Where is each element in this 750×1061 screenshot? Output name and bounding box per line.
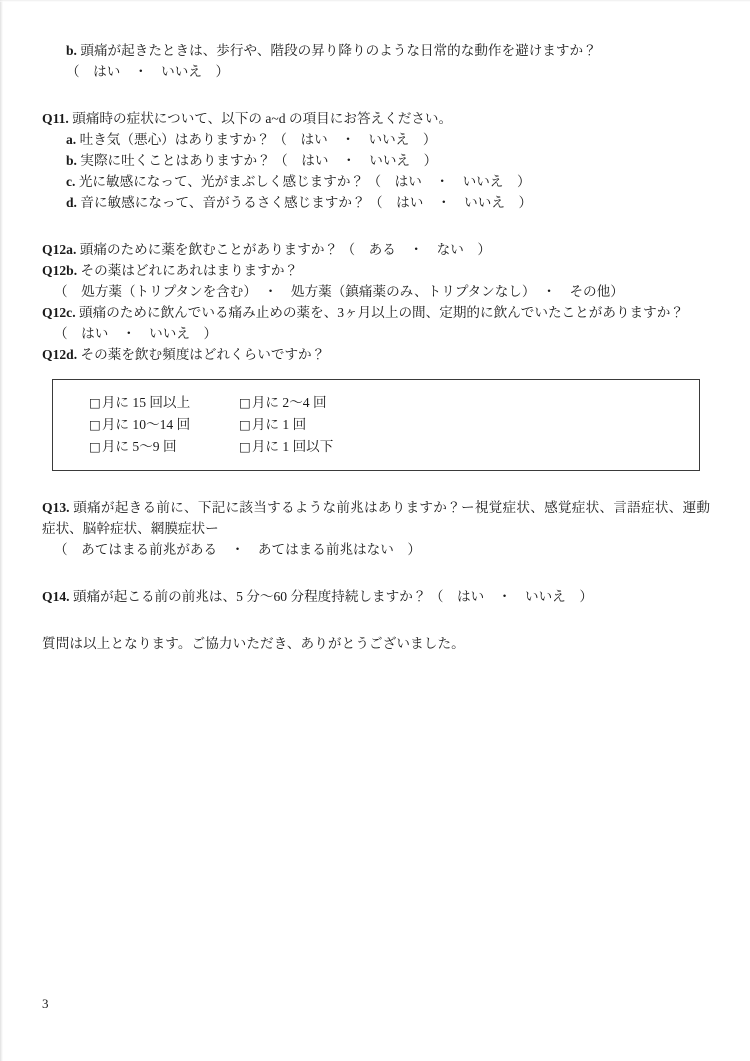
- q12d-text: その薬を飲む頻度はどれくらいですか？: [80, 347, 326, 362]
- q12b-label: Q12b.: [42, 263, 78, 278]
- q12c-head: [42, 302, 710, 323]
- q12b-head: [42, 260, 710, 281]
- q12d-head: [42, 344, 710, 365]
- q11-text: 頭痛時の症状について、以下の a~d の項目にお答えください。: [72, 111, 453, 126]
- checkbox-icon[interactable]: □: [239, 439, 251, 454]
- q11-item-b-text: 実際に吐くことはありますか？: [80, 153, 271, 168]
- q11-item-c-marker: c.: [66, 174, 76, 189]
- q11-item-b-answer[interactable]: （ はい ・ いいえ ）: [274, 153, 438, 168]
- q11-item-a-text: 吐き気（悪心）はありますか？: [79, 132, 270, 147]
- checkbox-icon[interactable]: □: [239, 417, 251, 432]
- q13-head: [42, 497, 710, 539]
- frequency-option-10-to-14-label: 月に 10～14 回: [101, 417, 191, 432]
- q11-item-c-text: 光に敏感になって、光がまぶしく感じますか？: [78, 174, 365, 189]
- frequency-option-1-time-label: 月に 1 回: [251, 417, 307, 432]
- continuation-item-b: [42, 40, 710, 82]
- frequency-row: [53, 436, 699, 458]
- q11-item-d-answer[interactable]: （ はい ・ いいえ ）: [368, 195, 533, 210]
- q11-item-d-text: 音に敏感になって、音がうるさく感じますか？: [80, 195, 366, 210]
- q12c-answer[interactable]: （ はい ・ いいえ ）: [54, 326, 218, 341]
- q14-answer[interactable]: （ はい ・ いいえ ）: [429, 589, 593, 604]
- frequency-option-10-to-14[interactable]: [53, 414, 239, 436]
- frequency-checkbox-box: [52, 379, 700, 471]
- closing-statement: 質問は以上となります。ご協力いただき、ありがとうございました。: [42, 636, 465, 651]
- q12c-label: Q12c.: [42, 305, 76, 320]
- frequency-option-2-to-4-label: 月に 2～4 回: [251, 395, 327, 410]
- checkbox-icon[interactable]: □: [89, 395, 101, 410]
- frequency-option-5-to-9-label: 月に 5～9 回: [101, 439, 177, 454]
- q11-head: [42, 108, 710, 129]
- frequency-option-1-time[interactable]: [239, 414, 439, 436]
- q11-item-c: [66, 171, 710, 192]
- question-q12b: [42, 260, 710, 302]
- q13-text: 頭痛が起きる前に、下記に該当するような前兆はありますか？ー視覚症状、感覚症状、言語症状、運動症状、脳幹症状、網膜症状ー: [42, 500, 710, 536]
- q12a-answer[interactable]: （ ある ・ ない ）: [341, 242, 491, 257]
- spacer: [42, 607, 710, 633]
- scan-edge-top: [0, 0, 750, 2]
- continuation-item-b-text: 頭痛が起きたときは、歩行や、階段の昇り降りのような日常的な動作を避けますか？: [80, 43, 597, 58]
- q11-item-d-marker: d.: [66, 195, 77, 210]
- frequency-row: [53, 414, 699, 436]
- frequency-option-5-to-9[interactable]: [53, 436, 239, 458]
- scan-edge-left: [0, 0, 3, 1061]
- q12a-text: 頭痛のために薬を飲むことがありますか？: [79, 242, 339, 257]
- q11-item-a-answer[interactable]: （ はい ・ いいえ ）: [273, 132, 437, 147]
- q12b-answer[interactable]: （ 処方薬（トリプタンを含む） ・ 処方薬（鎮痛薬のみ、トリプタンなし） ・ その他）: [54, 284, 624, 299]
- question-q13: [42, 497, 710, 560]
- frequency-option-1-or-less-label: 月に 1 回以下: [251, 439, 334, 454]
- spacer: [42, 471, 710, 497]
- continuation-item-b-marker: b.: [66, 43, 77, 58]
- q11-item-c-answer[interactable]: （ はい ・ いいえ ）: [367, 174, 531, 189]
- frequency-option-1-or-less[interactable]: [239, 436, 439, 458]
- q14-head: [42, 586, 710, 607]
- checkbox-icon[interactable]: □: [239, 395, 251, 410]
- q14-label: Q14.: [42, 589, 70, 604]
- q11-item-b: [66, 150, 710, 171]
- spacer: [42, 213, 710, 239]
- spacer: [42, 560, 710, 586]
- q13-label: Q13.: [42, 500, 70, 515]
- question-q14: [42, 586, 710, 607]
- q11-item-b-marker: b.: [66, 153, 77, 168]
- frequency-option-15-or-more-label: 月に 15 回以上: [101, 395, 191, 410]
- page-number: 3: [42, 996, 49, 1011]
- q11-label: Q11.: [42, 111, 69, 126]
- frequency-row: [53, 392, 699, 414]
- question-q12a: [42, 239, 710, 260]
- q12a-head: [42, 239, 710, 260]
- q11-item-d: [66, 192, 710, 213]
- q12b-text: その薬はどれにあれはまりますか？: [80, 263, 299, 278]
- page-content: [42, 40, 710, 654]
- continuation-item-b-answer[interactable]: （ はい ・ いいえ ）: [66, 64, 230, 79]
- q12c-text: 頭痛のために飲んでいる痛み止めの薬を、3ヶ月以上の間、定期的に飲んでいたことがありますか？: [79, 305, 684, 320]
- continuation-item-b-line: [66, 40, 710, 61]
- q14-text: 頭痛が起こる前の前兆は、5 分～60 分程度持続しますか？: [72, 589, 427, 604]
- spacer: [42, 82, 710, 108]
- q12a-label: Q12a.: [42, 242, 77, 257]
- q13-answer[interactable]: （ あてはまる前兆がある ・ あてはまる前兆はない ）: [54, 542, 422, 557]
- q12d-label: Q12d.: [42, 347, 78, 362]
- question-q12d: [42, 344, 710, 365]
- frequency-option-2-to-4[interactable]: [239, 392, 439, 414]
- question-q11: [42, 108, 710, 213]
- q11-item-a: [66, 129, 710, 150]
- frequency-option-15-or-more[interactable]: [53, 392, 239, 414]
- q11-item-a-marker: a.: [66, 132, 77, 147]
- checkbox-icon[interactable]: □: [89, 417, 101, 432]
- checkbox-icon[interactable]: □: [89, 439, 101, 454]
- question-q12c: [42, 302, 710, 344]
